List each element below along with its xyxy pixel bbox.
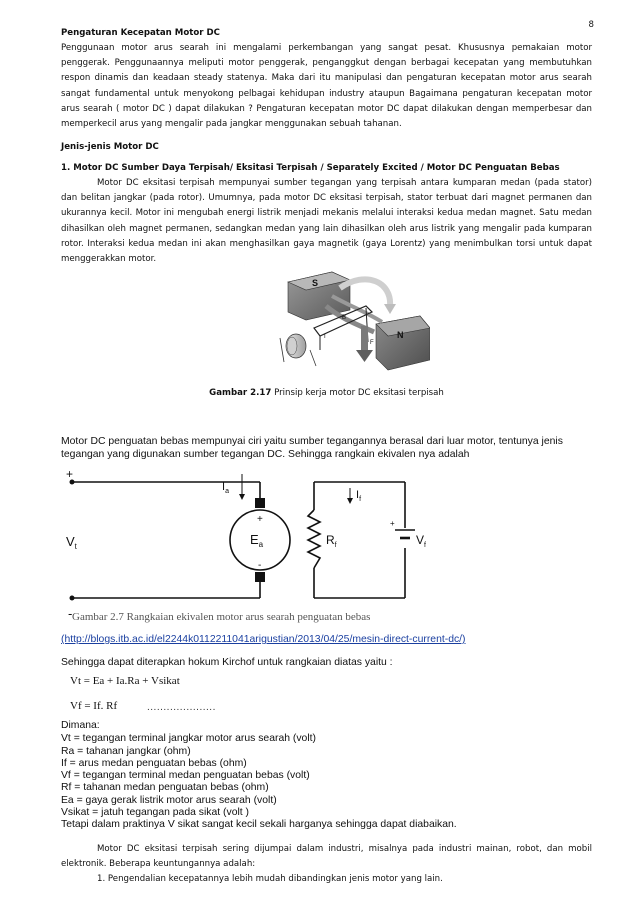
motor-principle-figure (270, 266, 430, 376)
current-i-label: I (324, 334, 326, 340)
figure1-caption-text: Prinsip kerja motor DC eksitasi terpisah (271, 388, 444, 398)
kirchoff-intro: Sehingga dapat diterapkan hokum Kirchof untuk rangkaian diatas yaitu : (61, 657, 393, 668)
ea-label: $E_a$ (250, 532, 264, 549)
page-number: 8 (588, 20, 594, 30)
equation-vf: Vf = If. Rf (70, 700, 118, 712)
field-b-label: B (342, 315, 347, 321)
section-body-separately-excited: Motor DC eksitasi terpisah mempunyai sumber tegangan yang terpisah antara kumparan medan (pada stator) dan belitan jangkar (pada rotor). Umumnya, pada motor DC eksitasi terpisah, stator terbuat dari magnet permanen dan ukurannya kecil. Motor ini mengubah energi listrik menjadi mekanis melalui interaksi kedua medan magnet. Satu medan dihasilkan oleh magnet permanen, sedangkan medan yang lain dihasilkan oleh arus listrik yang mengalir pada kumparan rotor. Interaksi kedua medan ini akan menghasilkan gaya magnetik (gaya Lorentz) yang menimbulkan torsi untuk dapat menggerakkan motor. (61, 178, 592, 265)
section-title-dc-types: Jenis-jenis Motor DC (61, 142, 159, 152)
ia-label: $I_a$ (222, 481, 229, 495)
source-link-text[interactable]: (http://blogs.itb.ac.id/el2244k0112211041arigustian/2013/04/25/mesin-direct-current-dc/) (61, 634, 466, 645)
vt-label: $V_t$ (66, 534, 77, 551)
section-body-speed-control: Penggunaan motor arus searah ini mengalami perkembangan yang sangat pesat. Khususnya pemakaian motor penggerak. Penggunaannya meliputi motor penggerak, penganggkut dengan berbagai kecepatan yang membutuhkan respon dinamis dan keadaan steady statenya. Maka dari itu manipulasi dan pengaturan kecepatan motor arus searah sangat fundamental untuk menyokong pelbagai kehidupan industry ataupun Bagaimana pengaturan kecepatan motor arus searah ( motor DC ) dapat dilakukan ? Pengaturan kecepatan motor DC dapat dilakukan dengan memperbesar dan memperkecil arus yang mengalir pada jangkar menggunakan sebuah tahanan. (61, 43, 592, 130)
definition-note: Tetapi dalam praktinya V sikat sangat kecil sekali harganya sehingga dapat diabaikan. (61, 819, 457, 830)
definitions-heading: Dimana: (61, 720, 100, 731)
force-f-label: F (370, 340, 374, 346)
vt-plus-label: + (66, 470, 74, 481)
vf-label: $V_f$ (416, 533, 426, 549)
rf-label: $R_f$ (326, 533, 337, 549)
pole-s-label: S (312, 278, 319, 288)
equivalent-circuit-figure (60, 470, 440, 626)
source-link[interactable] (61, 634, 592, 647)
equation-dots: ..................... (147, 702, 216, 713)
ea-plus-label: + (257, 514, 263, 525)
excitation-paragraph: Motor DC penguatan bebas mempunyai ciri yaitu sumber tegangannya berasal dari luar motor, tentunya jenis tegangan yang digunakan sumber tegangan DC. Sehingga rangkain ekivalen nya adalah (61, 436, 563, 460)
definition-item: If = arus medan penguatan bebas (ohm) (61, 758, 247, 769)
pole-n-label: N (397, 330, 404, 340)
vf-plus-label: + (390, 519, 395, 528)
figure1-caption (61, 386, 592, 401)
section-title-speed-control: Pengaturan Kecepatan Motor DC (61, 28, 220, 38)
figure1-caption-number: Gambar 2.17 (209, 388, 272, 398)
final-paragraph: Motor DC eksitasi terpisah sering dijumpai dalam industri, misalnya pada industri mainan, robot, dan mobil elektronik. Beberapa keuntungannya adalah: (61, 844, 592, 870)
if-label: $I_f$ (356, 489, 362, 503)
subsection-title-separately-excited: 1. Motor DC Sumber Daya Terpisah/ Eksitasi Terpisah / Separately Excited / Motor DC Penguatan Bebas (61, 163, 560, 173)
definition-item: Vf = tegangan terminal medan penguatan bebas (volt) (61, 770, 310, 781)
definition-item: Vsikat = jatuh tegangan pada sikat (volt ) (61, 807, 250, 818)
figure2-caption: Gambar 2.7 Rangkaian ekivalen motor arus searah penguatan bebas (72, 611, 371, 623)
definition-item: Ra = tahanan jangkar (ohm) (61, 746, 191, 757)
list-item: 1. Pengendalian kecepatannya lebih mudah dibandingkan jenis motor yang lain. (97, 874, 443, 884)
definition-item: Ea = gaya gerak listrik motor arus searah (volt) (61, 795, 277, 806)
definition-item: Rf = tahanan medan penguatan bebas (ohm) (61, 782, 269, 793)
definition-item: Vt = tegangan terminal jangkar motor arus searah (volt) (61, 733, 316, 744)
vt-minus-label: - (68, 606, 73, 621)
ea-minus-label: - (258, 560, 262, 571)
equation-vt: Vt = Ea + Ia.Ra + Vsikat (70, 675, 180, 687)
